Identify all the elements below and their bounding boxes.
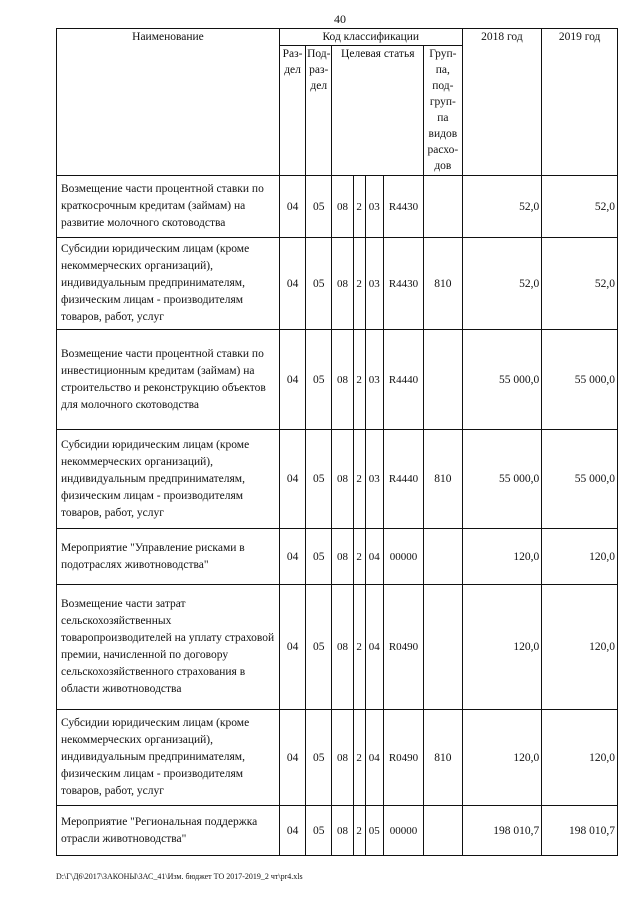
table-row	[57, 710, 618, 806]
row-razdel: 04	[279, 585, 305, 710]
row-razdel: 04	[279, 330, 305, 430]
file-path-footer: D:\Г\Д6\2017\ЗАКОНЫ\ЗАС_41\Изм. бюджет ТО 2017-2019_2 чт\pr4.xls	[56, 872, 303, 881]
row-target-event: 03	[365, 176, 383, 238]
row-amount-2018: 55 000,0	[462, 330, 542, 430]
row-expense-type	[424, 806, 462, 856]
row-target-program: 08	[332, 430, 353, 529]
row-target-subprogram: 2	[353, 238, 365, 330]
row-podrazdel: 05	[306, 176, 332, 238]
row-name: Возмещение части затрат сельскохозяйственных товаропроизводителей на уплату страховой премии, начисленной по договору сельскохозяйственного страхования в области животноводства	[57, 585, 280, 710]
row-target-program: 08	[332, 238, 353, 330]
row-podrazdel: 05	[306, 529, 332, 585]
row-name: Мероприятие "Управление рисками в подотраслях животноводства"	[57, 529, 280, 585]
row-target-direction: 00000	[383, 529, 423, 585]
row-name: Возмещение части процентной ставки по инвестиционным кредитам (займам) на строительство и реконструкцию объектов для молочного скотоводства	[57, 330, 280, 430]
row-target-program: 08	[332, 710, 353, 806]
row-name: Субсидии юридическим лицам (кроме некоммерческих организаций), индивидуальным предпринимателям, физическим лицам - производителям товаров, работ, услуг	[57, 710, 280, 806]
table-row	[57, 585, 618, 710]
row-amount-2018: 120,0	[462, 529, 542, 585]
row-amount-2019: 55 000,0	[542, 430, 618, 529]
row-name: Субсидии юридическим лицам (кроме некоммерческих организаций), индивидуальным предпринимателям, физическим лицам - производителям товаров, работ, услуг	[57, 238, 280, 330]
row-amount-2019: 55 000,0	[542, 330, 618, 430]
row-target-direction: R4430	[383, 238, 423, 330]
row-target-program: 08	[332, 806, 353, 856]
row-razdel: 04	[279, 238, 305, 330]
row-podrazdel: 05	[306, 430, 332, 529]
row-target-event: 03	[365, 238, 383, 330]
row-target-program: 08	[332, 330, 353, 430]
row-amount-2019: 120,0	[542, 710, 618, 806]
header-target: Целевая статья	[332, 46, 424, 176]
row-target-event: 03	[365, 330, 383, 430]
row-target-program: 08	[332, 176, 353, 238]
row-target-direction: R0490	[383, 585, 423, 710]
table-row	[57, 330, 618, 430]
row-razdel: 04	[279, 430, 305, 529]
row-podrazdel: 05	[306, 806, 332, 856]
row-razdel: 04	[279, 710, 305, 806]
row-razdel: 04	[279, 529, 305, 585]
row-name: Мероприятие "Региональная поддержка отрасли животноводства"	[57, 806, 280, 856]
row-amount-2019: 198 010,7	[542, 806, 618, 856]
row-expense-type	[424, 529, 462, 585]
row-target-direction: R0490	[383, 710, 423, 806]
row-target-direction: R4440	[383, 330, 423, 430]
row-amount-2018: 198 010,7	[462, 806, 542, 856]
row-razdel: 04	[279, 176, 305, 238]
header-name: Наименование	[57, 29, 280, 176]
row-target-event: 04	[365, 529, 383, 585]
row-amount-2018: 52,0	[462, 238, 542, 330]
row-target-direction: 00000	[383, 806, 423, 856]
table-row	[57, 430, 618, 529]
row-target-event: 04	[365, 585, 383, 710]
row-target-direction: R4440	[383, 430, 423, 529]
table-row	[57, 806, 618, 856]
row-amount-2019: 52,0	[542, 176, 618, 238]
row-target-event: 05	[365, 806, 383, 856]
table-row	[57, 238, 618, 330]
row-expense-type	[424, 176, 462, 238]
row-amount-2018: 120,0	[462, 710, 542, 806]
row-target-subprogram: 2	[353, 806, 365, 856]
header-group: Груп- па, под- груп- па видов расхо- дов	[424, 46, 462, 176]
row-expense-type	[424, 585, 462, 710]
row-amount-2019: 120,0	[542, 529, 618, 585]
row-target-direction: R4430	[383, 176, 423, 238]
page-number: 40	[334, 12, 346, 26]
row-target-subprogram: 2	[353, 330, 365, 430]
row-target-event: 03	[365, 430, 383, 529]
header-2019: 2019 год	[542, 29, 618, 176]
row-podrazdel: 05	[306, 585, 332, 710]
row-name: Возмещение части процентной ставки по краткосрочным кредитам (займам) на развитие молочного скотоводства	[57, 176, 280, 238]
row-expense-type: 810	[424, 430, 462, 529]
header-code: Код классификации	[279, 29, 462, 46]
row-name: Субсидии юридическим лицам (кроме некоммерческих организаций), индивидуальным предпринимателям, физическим лицам - производителям товаров, работ, услуг	[57, 430, 280, 529]
row-amount-2019: 52,0	[542, 238, 618, 330]
row-target-program: 08	[332, 529, 353, 585]
row-expense-type	[424, 330, 462, 430]
row-amount-2018: 55 000,0	[462, 430, 542, 529]
header-subsection: Под- раз- дел	[306, 46, 332, 176]
row-amount-2019: 120,0	[542, 585, 618, 710]
row-podrazdel: 05	[306, 710, 332, 806]
row-target-event: 04	[365, 710, 383, 806]
row-amount-2018: 52,0	[462, 176, 542, 238]
table-row	[57, 529, 618, 585]
header-2018: 2018 год	[462, 29, 542, 176]
row-razdel: 04	[279, 806, 305, 856]
row-expense-type: 810	[424, 238, 462, 330]
row-target-subprogram: 2	[353, 529, 365, 585]
row-podrazdel: 05	[306, 330, 332, 430]
row-target-subprogram: 2	[353, 585, 365, 710]
row-podrazdel: 05	[306, 238, 332, 330]
header-section: Раз- дел	[279, 46, 305, 176]
row-target-subprogram: 2	[353, 176, 365, 238]
row-target-subprogram: 2	[353, 710, 365, 806]
table-row	[57, 176, 618, 238]
budget-table	[56, 28, 618, 856]
row-expense-type: 810	[424, 710, 462, 806]
row-target-subprogram: 2	[353, 430, 365, 529]
row-target-program: 08	[332, 585, 353, 710]
row-amount-2018: 120,0	[462, 585, 542, 710]
